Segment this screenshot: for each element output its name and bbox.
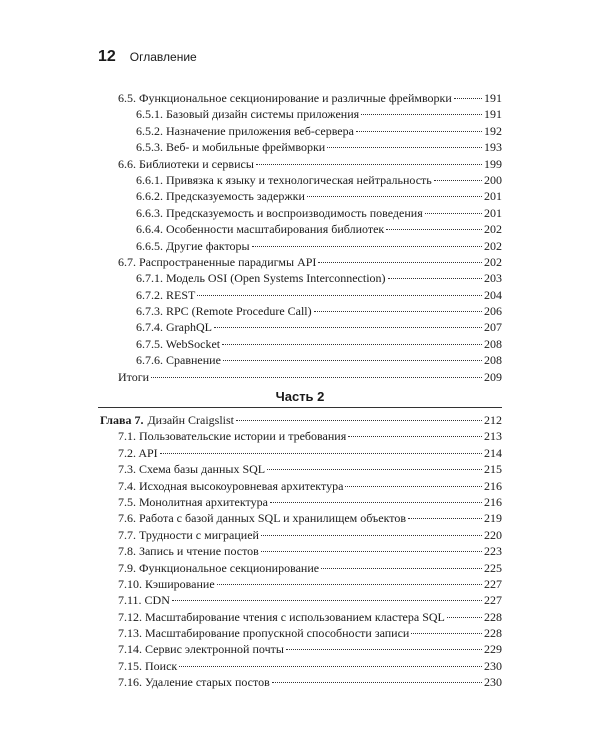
toc-dot-leader: [179, 666, 482, 667]
toc-entry[interactable]: [118, 336, 502, 352]
toc-entry-title: 6.7. Распространенные парадигмы API: [118, 254, 317, 269]
toc-entry-title: 7.5. Монолитная архитектура: [118, 494, 268, 509]
toc-entry[interactable]: [118, 674, 502, 690]
toc-page-number: 208: [484, 336, 502, 351]
toc-page-number: 207: [484, 320, 502, 335]
toc-entry[interactable]: [118, 90, 502, 106]
toc-entry-title: 7.15. Поиск: [118, 658, 178, 673]
toc-dot-leader: [270, 502, 482, 503]
toc-entry[interactable]: [118, 478, 502, 494]
toc-entry[interactable]: [118, 172, 502, 188]
toc-dot-leader: [327, 147, 482, 148]
toc-entry-title: 6.6.5. Другие факторы: [136, 238, 250, 253]
toc-dot-leader: [217, 584, 482, 585]
toc-entry-title: 6.7.6. Сравнение: [136, 353, 221, 368]
toc-page-number: 216: [484, 494, 502, 509]
toc-entry[interactable]: [118, 123, 502, 139]
toc-chapter-entry[interactable]: [100, 412, 502, 428]
toc-dot-leader: [267, 469, 482, 470]
toc-page-number: 201: [484, 189, 502, 204]
toc-entry[interactable]: [118, 205, 502, 221]
toc-dot-leader: [345, 486, 482, 487]
toc-entry[interactable]: [118, 560, 502, 576]
toc-entry-title: 7.4. Исходная высокоуровневая архитектура: [118, 478, 344, 493]
toc-dot-leader: [408, 518, 482, 519]
toc-page-number: 225: [484, 560, 502, 575]
toc-dot-leader: [318, 262, 482, 263]
toc-entry-title: 6.6.3. Предсказуемость и воспроизводимость поведения: [136, 205, 423, 220]
toc-page-number: 227: [484, 593, 502, 608]
page-header: [98, 48, 197, 66]
toc-entry-title: 6.7.5. WebSocket: [136, 336, 221, 351]
toc-entry-title: 7.13. Масштабирование пропускной способности записи: [118, 626, 410, 641]
toc-entry-title: 6.5.1. Базовый дизайн системы приложения: [136, 107, 360, 122]
toc-dot-leader: [314, 311, 482, 312]
toc-entry[interactable]: [118, 445, 502, 461]
toc-entry[interactable]: [118, 592, 502, 608]
toc-entry[interactable]: [118, 658, 502, 674]
part-divider-rule: [98, 407, 502, 408]
toc-entry-title: 7.12. Масштабирование чтения с использованием кластера SQL: [118, 609, 445, 624]
toc-page-number: 208: [484, 353, 502, 368]
toc-page-number: 220: [484, 527, 502, 542]
toc-entry-title: 6.6.4. Особенности масштабирования библиотек: [136, 222, 385, 237]
toc-dot-leader: [252, 246, 482, 247]
toc-dot-leader: [160, 453, 482, 454]
toc-entry[interactable]: [118, 641, 502, 657]
toc-dot-leader: [434, 180, 482, 181]
toc-entry[interactable]: [118, 238, 502, 254]
toc-dot-leader: [286, 649, 482, 650]
toc-page-number: 228: [484, 609, 502, 624]
toc-page-number: 229: [484, 642, 502, 657]
toc-dot-leader: [321, 568, 482, 569]
toc-entry[interactable]: [118, 106, 502, 122]
toc-entry-title: 7.1. Пользовательские истории и требования: [118, 429, 347, 444]
page-number: 12: [98, 48, 116, 65]
toc-dot-leader: [454, 98, 482, 99]
toc-dot-leader: [386, 229, 482, 230]
toc-page-number: 191: [484, 91, 502, 105]
toc-entry-title: 6.6. Библиотеки и сервисы: [118, 156, 254, 171]
toc-dot-leader: [361, 114, 482, 115]
toc-entry-title: 7.16. Удаление старых постов: [118, 675, 270, 690]
toc-page-number: 202: [484, 254, 502, 269]
toc-entry-title: 7.11. CDN: [118, 593, 170, 608]
toc-entry-title: 7.14. Сервис электронной почты: [118, 642, 284, 657]
toc-page-number: 216: [484, 478, 502, 493]
toc-page-number: 201: [484, 205, 502, 220]
toc-entry[interactable]: [118, 369, 502, 385]
toc-dot-leader: [447, 617, 482, 618]
toc-page-number: 206: [484, 304, 502, 319]
toc-entry-title: 7.6. Работа с базой данных SQL и хранилищем объектов: [118, 511, 406, 526]
toc-page-number: 202: [484, 222, 502, 237]
toc-dot-leader: [261, 551, 482, 552]
toc-entry-title: 6.7.2. REST: [136, 287, 196, 302]
toc-page-number: 209: [484, 369, 502, 384]
toc-page-number: 227: [484, 576, 502, 591]
toc-entry-title: 6.7.1. Модель OSI (Open Systems Interconnection): [136, 271, 386, 286]
toc-dot-leader: [348, 436, 482, 437]
toc-section-part2: [100, 412, 502, 691]
toc-page-number: 204: [484, 287, 502, 302]
running-title: Оглавление: [129, 50, 197, 64]
toc-dot-leader: [222, 344, 482, 345]
toc-entry[interactable]: [118, 319, 502, 335]
toc-entry[interactable]: [118, 352, 502, 368]
toc-entry-title: 6.5. Функциональное секционирование и различные фреймворки: [118, 91, 452, 105]
toc-page-number: 230: [484, 658, 502, 673]
toc-entry[interactable]: [118, 188, 502, 204]
toc-entry[interactable]: [118, 494, 502, 510]
toc-entry-title: 7.10. Кэширование: [118, 576, 215, 591]
toc-entry-title: 6.6.1. Привязка к языку и технологическая нейтральность: [136, 172, 432, 187]
toc-entry[interactable]: [118, 254, 502, 270]
toc-entry[interactable]: [118, 428, 502, 444]
toc-entry-title: 6.6.2. Предсказуемость задержки: [136, 189, 305, 204]
toc-page-number: 192: [484, 123, 502, 138]
toc-dot-leader: [172, 600, 482, 601]
toc-entry-title: 6.5.2. Назначение приложения веб-сервера: [136, 123, 354, 138]
toc-page-number: 191: [484, 107, 502, 122]
toc-dot-leader: [261, 535, 482, 536]
toc-page-number: 215: [484, 462, 502, 477]
part-heading: Часть 2: [275, 389, 325, 404]
toc-entry-title: 6.7.3. RPC (Remote Procedure Call): [136, 304, 312, 319]
toc-entry-title: 7.8. Запись и чтение постов: [118, 544, 259, 559]
toc-entry-title: Итоги: [118, 369, 150, 384]
toc-entry[interactable]: [118, 527, 502, 543]
toc-page-number: 223: [484, 544, 502, 559]
toc-entry[interactable]: [118, 625, 502, 641]
toc-page-number: 202: [484, 238, 502, 253]
toc-page-number: 200: [484, 172, 502, 187]
toc-entry[interactable]: [118, 287, 502, 303]
toc-dot-leader: [223, 360, 482, 361]
toc-entry[interactable]: [118, 156, 502, 172]
toc-dot-leader: [356, 131, 482, 132]
toc-page-number: 213: [484, 429, 502, 444]
toc-entry-title: 6.7.4. GraphQL: [136, 320, 212, 335]
toc-page-number: 193: [484, 140, 502, 155]
toc-entry[interactable]: [118, 576, 502, 592]
toc-entry[interactable]: [118, 221, 502, 237]
toc-page-number: 199: [484, 156, 502, 171]
toc-dot-leader: [197, 295, 482, 296]
toc-entry[interactable]: [118, 609, 502, 625]
toc-page-number: 219: [484, 511, 502, 526]
toc-entry-title: 7.7. Трудности с миграцией: [118, 527, 259, 542]
toc-entry[interactable]: [118, 270, 502, 286]
toc-dot-leader: [425, 213, 482, 214]
chapter-title: Дизайн Craigslist: [147, 413, 235, 427]
toc-entry-title: 7.2. API: [118, 445, 158, 460]
toc-dot-leader: [151, 377, 482, 378]
toc-entry[interactable]: [118, 139, 502, 155]
toc-entry-title: 6.5.3. Веб- и мобильные фреймворки: [136, 140, 326, 155]
toc-dot-leader: [214, 327, 482, 328]
toc-entry[interactable]: [118, 303, 502, 319]
toc-entry-title: [100, 412, 234, 428]
toc-page-number: 230: [484, 675, 502, 690]
toc-section-top: [118, 90, 502, 385]
toc-dot-leader: [256, 164, 482, 165]
toc-page-number: 203: [484, 271, 502, 286]
toc-entry[interactable]: [118, 543, 502, 559]
toc-entry[interactable]: [118, 461, 502, 477]
toc-dot-leader: [236, 420, 482, 421]
toc-dot-leader: [388, 278, 482, 279]
toc-entry-title: 7.9. Функциональное секционирование: [118, 560, 320, 575]
toc-page-number: 228: [484, 626, 502, 641]
chapter-label: Глава 7.: [100, 413, 144, 427]
toc-dot-leader: [307, 196, 482, 197]
toc-dot-leader: [411, 633, 482, 634]
toc-page-number: 214: [484, 445, 502, 460]
toc-page-number: 212: [484, 413, 502, 427]
toc-entry[interactable]: [118, 510, 502, 526]
toc-dot-leader: [272, 682, 482, 683]
toc-entry-title: 7.3. Схема базы данных SQL: [118, 462, 266, 477]
